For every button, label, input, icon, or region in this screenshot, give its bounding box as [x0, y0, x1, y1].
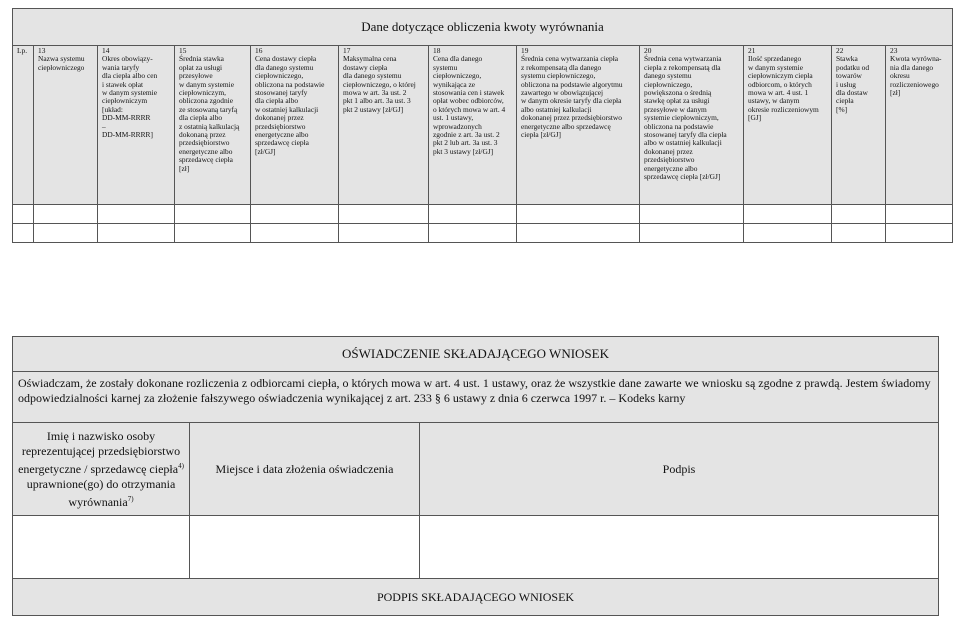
table-cell[interactable]: [98, 224, 175, 243]
representative-name-field[interactable]: [13, 516, 190, 579]
column-header-23: [886, 46, 953, 205]
column-number: 17: [343, 46, 351, 55]
table-cell[interactable]: [339, 224, 429, 243]
table-cell[interactable]: [744, 224, 832, 243]
table-cell[interactable]: [832, 205, 886, 224]
table-cell[interactable]: [98, 205, 175, 224]
column-header-row: [13, 46, 953, 205]
applicant-statement-table: [12, 336, 939, 616]
column-header-lp: [13, 46, 34, 205]
column-number: 15: [179, 46, 187, 55]
table-cell[interactable]: [175, 224, 251, 243]
statement-title: OŚWIADCZENIE SKŁADAJĄCEGO WNIOSEK: [13, 337, 939, 372]
column-number: 21: [748, 46, 756, 55]
table-cell[interactable]: [517, 205, 640, 224]
column-header-16: [251, 46, 339, 205]
calculation-data-table: [12, 8, 953, 243]
column-number: 16: [255, 46, 263, 55]
column-header-21: [744, 46, 832, 205]
statement-text: Oświadczam, że zostały dokonane rozliczenia z odbiorcami ciepła, o których mowa w art. 4 ust. 1 ustawy, oraz że wszystkie dane zawarte we wniosku są zgodne z prawdą. Jestem świadomy odpowiedzialności karnej za złożenie fałszywego oświadczenia wynikającej z art. 233 § 6 ustawy z dnia 6 czerwca 1997 r. – Kodeks karny: [13, 372, 939, 423]
column-number: 19: [521, 46, 529, 55]
column-description: Kwota wyrówna- nia dla danego okresu rozliczeniowego [zł]: [890, 54, 942, 98]
table-cell[interactable]: [251, 205, 339, 224]
lp-label: Lp.: [17, 46, 28, 55]
column-header-14: [98, 46, 175, 205]
table-cell[interactable]: [640, 205, 744, 224]
representative-name-header: [13, 423, 190, 516]
table-cell[interactable]: [886, 224, 953, 243]
column-description: Średnia cena wytwarzania ciepła z rekompensatą dla danego systemu ciepłowniczego, powiększona o średnią stawkę opłat za usługi przesyłowe w danym systemie ciepłowniczym, obliczona na podstawie stosowanej taryfy dla ciepła albo w ostatniej kalkulacji dokonanej przez przedsiębiorstwo energetyczne albo sprzedawcę ciepła [zł/GJ]: [644, 54, 727, 182]
column-number: 22: [836, 46, 844, 55]
table-cell[interactable]: [832, 224, 886, 243]
table-row: [13, 224, 953, 243]
footnote-ref: 7): [127, 494, 134, 503]
table-cell[interactable]: [640, 224, 744, 243]
column-number: 14: [102, 46, 110, 55]
column-number: 20: [644, 46, 652, 55]
table-cell[interactable]: [34, 205, 98, 224]
place-date-field[interactable]: [190, 516, 420, 579]
column-description: Ilość sprzedanego w danym systemie ciepłowniczym ciepła odbiorcom, o których mowa w art. 4 ust. 1 ustawy, w danym okresie rozliczeniowym [GJ]: [748, 54, 819, 123]
column-header-18: [429, 46, 517, 205]
statement-footer: PODPIS SKŁADAJĄCEGO WNIOSEK: [13, 579, 939, 616]
column-description: Cena dla danego systemu ciepłowniczego, wynikająca ze stosowania cen i stawek opłat wobec odbiorców, o których mowa w art. 4 ust. 1 ustawy, wprowadzonych zgodnie z art. 3a ust. 2 pkt 2 lub art. 3a ust. 3 pkt 3 ustawy [zł/GJ]: [433, 54, 506, 156]
table-title: Dane dotyczące obliczenia kwoty wyrównania: [13, 9, 953, 46]
table-cell[interactable]: [517, 224, 640, 243]
column-description: Maksymalna cena dostawy ciepła dla danego systemu ciepłowniczego, o której mowa w art. 3a ust. 2 pkt 1 albo art. 3a ust. 3 pkt 2 ustawy [zł/GJ]: [343, 54, 416, 114]
representative-name-label-cont: uprawnione(go) do otrzymania wyrównania: [26, 476, 176, 509]
table-cell[interactable]: [429, 224, 517, 243]
column-header-19: [517, 46, 640, 205]
table-cell[interactable]: [175, 205, 251, 224]
table-cell[interactable]: [429, 205, 517, 224]
column-number: 23: [890, 46, 898, 55]
column-header-15: [175, 46, 251, 205]
column-description: Okres obowiązy- wania taryfy dla ciepła albo cen i stawek opłat w danym systemie ciepłowniczym [układ: DD-MM-RRRR – DD-MM-RRRR]: [102, 54, 158, 140]
column-header-13: [34, 46, 98, 205]
table-cell[interactable]: [13, 224, 34, 243]
signature-field[interactable]: [420, 516, 939, 579]
representative-name-label: Imię i nazwisko osoby reprezentującej przedsiębiorstwo energetyczne / sprzedawcę ciepła: [18, 428, 181, 476]
column-description: Nazwa systemu ciepłowniczego: [38, 54, 85, 72]
place-date-header: Miejsce i data złożenia oświadczenia: [190, 423, 420, 516]
column-number: 18: [433, 46, 441, 55]
column-header-22: [832, 46, 886, 205]
column-description: Stawka podatku od towarów i usług dla dostaw ciepła [%]: [836, 54, 870, 114]
table-cell[interactable]: [886, 205, 953, 224]
table-cell[interactable]: [744, 205, 832, 224]
table-cell[interactable]: [251, 224, 339, 243]
signature-header: Podpis: [420, 423, 939, 516]
table-cell[interactable]: [34, 224, 98, 243]
column-header-17: [339, 46, 429, 205]
column-number: 13: [38, 46, 46, 55]
footnote-ref: 4): [178, 461, 184, 470]
table-row: [13, 205, 953, 224]
column-description: Średnia cena wytwarzania ciepła z rekompensatą dla danego systemu ciepłowniczego, obliczona na podstawie algorytmu zawartego w obowiązującej w danym okresie taryfy dla ciepła albo ostatniej kalkulacji dokonanej przez przedsiębiorstwo energetyczne albo sprzedawcę ciepła [zł/GJ]: [521, 54, 623, 140]
table-cell[interactable]: [339, 205, 429, 224]
column-header-20: [640, 46, 744, 205]
table-cell[interactable]: [13, 205, 34, 224]
column-description: Cena dostawy ciepła dla danego systemu ciepłowniczego, obliczona na podstawie stosowanej taryfy dla ciepła albo w ostatniej kalkulacji dokonanej przez przedsiębiorstwo energetyczne albo sprzedawcę ciepła [zł/GJ]: [255, 54, 325, 156]
column-description: Średnia stawka opłat za usługi przesyłowe w danym systemie ciepłowniczym, obliczona zgodnie ze stosowaną taryfą dla ciepła albo z ostatnią kalkulacją dokonaną przez przedsiębiorstwo energetyczne albo sprzedawcę ciepła [zł]: [179, 54, 240, 173]
